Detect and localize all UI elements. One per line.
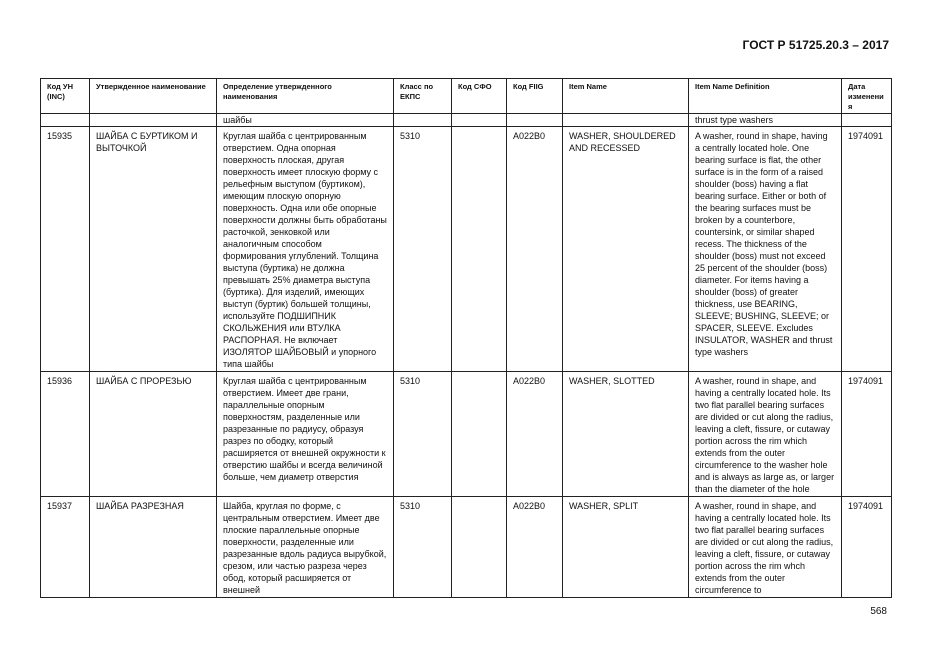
cell-definition: Круглая шайба с центрированным отверстием. Одна опорная поверхность плоская, другая поверхность имеет плоскую форму с рельефным выступом (буртиком), имеющим плоскую опорную поверхность. Одна или обе опорные поверхности должны быть обработаны расточкой, зенковкой или аналогичным способом формирования углублений. Толщина выступа (буртика) не должна превышать 25% диаметра выступа (буртика). Для изделий, имеющих выступ (буртик) большей толщины, используйте ПОДШИПНИК СКОЛЬЖЕНИЯ или ВТУЛКА РАСПОРНАЯ. Не включает ИЗОЛЯТОР ШАЙБОВЫЙ и упорного типа шайбы (217, 127, 394, 372)
cell-approved-name: ШАЙБА РАЗРЕЗНАЯ (90, 497, 217, 598)
table-row (41, 372, 892, 497)
cell-class: 5310 (394, 372, 452, 497)
cell-code: 15936 (41, 372, 90, 497)
cell-sfo (452, 497, 507, 598)
cell-fiig: A022B0 (507, 497, 563, 598)
cell-approved-name: ШАЙБА С ПРОРЕЗЬЮ (90, 372, 217, 497)
cell-approved-name (90, 114, 217, 127)
table-header-row (41, 79, 892, 114)
cell-definition: шайбы (217, 114, 394, 127)
header-fiig: Код FIIG (507, 79, 563, 114)
cell-item-name: WASHER, SPLIT (563, 497, 689, 598)
cell-item-definition: A washer, round in shape, having a centrally located hole. One bearing surface is flat, the other surface is in the form of a raised shoulder (boss) having a flat bearing surface. Either or both of the bearing surfaces must be broken by a counterbore, countersink, or similar shaped recess. The thickness of the shoulder (boss) must not exceed 25 percent of the shoulder (boss) diameter. For items having a shoulder (boss) of greater thickness, use BEARING, SLEEVE; BUSHING, SLEEVE; or SPACER, SLEEVE. Excludes INSULATOR, WASHER and thrust type washers (689, 127, 842, 372)
cell-class (394, 114, 452, 127)
cell-fiig: A022B0 (507, 372, 563, 497)
cell-fiig (507, 114, 563, 127)
cell-item-definition: A washer, round in shape, and having a centrally located hole. Its two flat parallel bearing surfaces are divided or cut along the radius, leaving a cleft, fissure, or cutaway portion across the rim which extends from the outer circumference to the washer hole and is always as large as, or larger than the diameter of the hole (689, 372, 842, 497)
header-class: Класс по ЕКПС (394, 79, 452, 114)
cell-fiig: A022B0 (507, 127, 563, 372)
page-number: 568 (870, 606, 887, 617)
document-standard-header: ГОСТ Р 51725.20.3 – 2017 (742, 38, 889, 52)
table-row (41, 497, 892, 598)
cell-code: 15935 (41, 127, 90, 372)
cell-sfo (452, 127, 507, 372)
cell-code (41, 114, 90, 127)
item-names-table (40, 78, 892, 598)
cell-item-definition: A washer, round in shape, and having a centrally located hole. Its two flat parallel bearing surfaces are divided or cut along the radius, leaving a cleft, fissure, or cutaway portion across the rim whch extends from the outer circumference to (689, 497, 842, 598)
cell-date (842, 114, 892, 127)
cell-date: 1974091 (842, 372, 892, 497)
cell-date: 1974091 (842, 127, 892, 372)
cell-sfo (452, 372, 507, 497)
cell-class: 5310 (394, 497, 452, 598)
cell-definition: Круглая шайба с центрированным отверстием. Имеет две грани, параллельные опорным поверхностям, разделенные или разрезанные по радиусу, образуя разрез по ободку, который расширяется от внешней окружности к отверстию шайбы и всегда величиной больше, чем диаметр отверстия (217, 372, 394, 497)
table-row (41, 127, 892, 372)
header-sfo: Код СФО (452, 79, 507, 114)
header-item-name: Item Name (563, 79, 689, 114)
cell-item-name (563, 114, 689, 127)
header-item-definition: Item Name Definition (689, 79, 842, 114)
cell-class: 5310 (394, 127, 452, 372)
cell-code: 15937 (41, 497, 90, 598)
cell-definition: Шайба, круглая по форме, с центральным отверстием. Имеет две плоские параллельные опорные поверхности, разделенные или разрезанные вдоль радиуса вырубкой, срезом, или частью разреза через обод, который расширяется от внешней (217, 497, 394, 598)
header-date: Дата изменения (842, 79, 892, 114)
header-code: Код УН (INC) (41, 79, 90, 114)
cell-item-definition: thrust type washers (689, 114, 842, 127)
cell-date: 1974091 (842, 497, 892, 598)
cell-approved-name: ШАЙБА С БУРТИКОМ И ВЫТОЧКОЙ (90, 127, 217, 372)
cell-sfo (452, 114, 507, 127)
header-approved-name: Утвержденное наименование (90, 79, 217, 114)
cell-item-name: WASHER, SHOULDERED AND RECESSED (563, 127, 689, 372)
cell-item-name: WASHER, SLOTTED (563, 372, 689, 497)
continuation-row (41, 114, 892, 127)
header-definition: Определение утвержденного наименования (217, 79, 394, 114)
